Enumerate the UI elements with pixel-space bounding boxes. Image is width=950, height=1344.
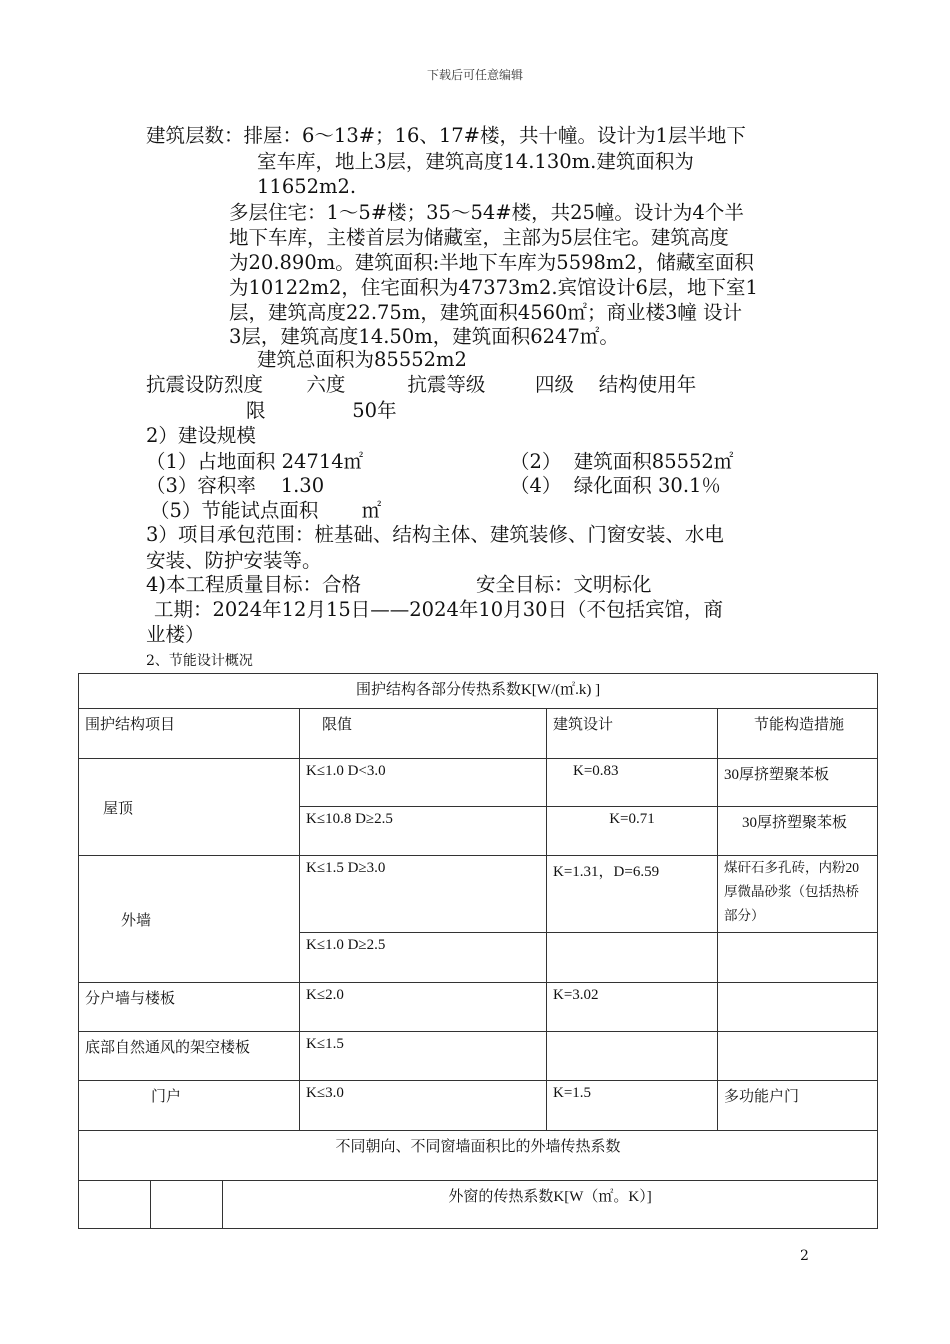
table-cell: 煤矸石多孔砖，内粉20厚微晶砂浆（包括热桥部分） bbox=[718, 856, 878, 933]
text-line: 4)本工程质量目标：合格 bbox=[146, 573, 362, 596]
text-line: 3）项目承包范围：桩基础、结构主体、建筑装修、门窗安装、水电 bbox=[146, 523, 724, 546]
text-line: 11652m2. bbox=[257, 175, 357, 198]
row-label: 底部自然通风的架空楼板 bbox=[79, 1032, 300, 1081]
text-line: 2）建设规模 bbox=[146, 424, 256, 447]
table-cell: K≤1.0 D≥2.5 bbox=[300, 933, 547, 983]
text-line: 限 50年 bbox=[246, 399, 397, 422]
text-line: 建筑总面积为85552m2 bbox=[257, 348, 467, 371]
header-note: 下载后可任意编辑 bbox=[426, 68, 523, 82]
energy-table bbox=[78, 673, 878, 1229]
text-line: （5）节能试点面积 ㎡ bbox=[150, 499, 382, 522]
table-cell: K=3.02 bbox=[547, 983, 718, 1032]
window-row: 外窗的传热系数K[W（㎡。K）] bbox=[223, 1181, 878, 1229]
text-line: 为10122m2，住宅面积为47373m2.宾馆设计6层，地下室1 bbox=[229, 276, 758, 299]
text-line: 室车库，地上3层，建筑高度14.130m.建筑面积为 bbox=[257, 150, 694, 173]
header-cell: 建筑设计 bbox=[547, 709, 718, 759]
row-label: 屋顶 bbox=[79, 759, 300, 856]
header-cell: 围护结构项目 bbox=[79, 709, 300, 759]
table-cell bbox=[547, 933, 718, 983]
text-line: 层，建筑高度22.75m，建筑面积4560㎡；商业楼3幢 设计 bbox=[229, 301, 743, 324]
orientation-row: 不同朝向、不同窗墙面积比的外墙传热系数 bbox=[79, 1131, 878, 1181]
table-cell bbox=[718, 933, 878, 983]
page-number: 2 bbox=[800, 1248, 809, 1264]
text-line: 3层，建筑高度14.50m，建筑面积6247㎡。 bbox=[229, 325, 619, 348]
text-line: 抗震设防烈度 六度 抗震等级 四级 结构使用年 bbox=[146, 373, 697, 396]
text-line: 建筑层数：排屋：6～13#；16、17#楼，共十幢。设计为1层半地下 bbox=[146, 124, 746, 147]
table-cell bbox=[547, 1032, 718, 1081]
table-cell: K=1.5 bbox=[547, 1081, 718, 1131]
table-cell: K≤3.0 bbox=[300, 1081, 547, 1131]
table-cell bbox=[79, 1181, 151, 1229]
table-cell: K≤1.5 D≥3.0 bbox=[300, 856, 547, 933]
table-cell bbox=[718, 1032, 878, 1081]
table-cell: K≤2.0 bbox=[300, 983, 547, 1032]
row-label: 外墙 bbox=[79, 856, 300, 983]
table-cell bbox=[718, 983, 878, 1032]
text-line: 业楼） bbox=[146, 623, 205, 646]
text-line: （1）占地面积 24714㎡ bbox=[146, 450, 364, 473]
row-label: 门户 bbox=[79, 1081, 300, 1131]
text-line: 安装、防护安装等。 bbox=[146, 549, 322, 572]
text-line: 工期：2024年12月15日——2024年10月30日（不包括宾馆，商 bbox=[154, 598, 724, 621]
table-cell: K=0.83 bbox=[547, 759, 718, 807]
section-title: 2、节能设计概况 bbox=[146, 653, 253, 669]
header-cell: 节能构造措施 bbox=[718, 709, 878, 759]
text-line: 为20.890m。建筑面积:半地下车库为5598m2，储藏室面积 bbox=[229, 251, 754, 274]
text-line: （3）容积率 1.30 bbox=[146, 474, 325, 497]
table-cell: K=0.71 bbox=[547, 807, 718, 856]
table-title: 围护结构各部分传热系数K[W/(㎡.k) ] bbox=[79, 674, 878, 709]
table-cell: K≤1.0 D<3.0 bbox=[300, 759, 547, 807]
table-cell: 30厚挤塑聚苯板 bbox=[718, 807, 878, 856]
header-cell: 限值 bbox=[300, 709, 547, 759]
table-cell: 多功能户门 bbox=[718, 1081, 878, 1131]
table-cell: 30厚挤塑聚苯板 bbox=[718, 759, 878, 807]
table-cell: K=1.31，D=6.59 bbox=[547, 856, 718, 933]
text-line: （4） 绿化面积 30.1％ bbox=[510, 474, 721, 497]
text-line: （2） 建筑面积85552㎡ bbox=[510, 450, 734, 473]
text-line: 安全目标：文明标化 bbox=[476, 573, 652, 596]
row-label: 分户墙与楼板 bbox=[79, 983, 300, 1032]
table-cell: K≤10.8 D≥2.5 bbox=[300, 807, 547, 856]
text-line: 地下车库，主楼首层为储藏室，主部为5层住宅。建筑高度 bbox=[229, 226, 729, 249]
table-cell bbox=[151, 1181, 223, 1229]
table-cell: K≤1.5 bbox=[300, 1032, 547, 1081]
text-line: 多层住宅：1～5#楼；35～54#楼，共25幢。设计为4个半 bbox=[229, 201, 744, 224]
